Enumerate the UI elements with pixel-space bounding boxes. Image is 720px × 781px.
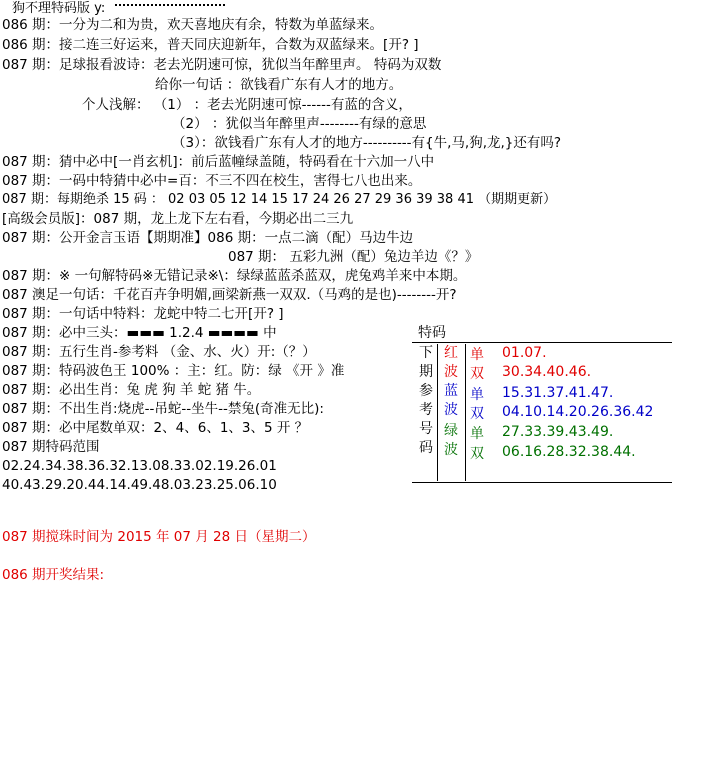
line-explain-3: （3）：欲钱看广东有人才的地方----------有{牛,马,狗,龙,}还有吗?: [172, 135, 562, 151]
red-even-side: 双: [470, 366, 484, 382]
line-086-b: 086 期：接二连三好运来，普天同庆迎新年，合数为双蓝绿来。[开? ]: [2, 37, 419, 53]
line-guess: 087 期：猜中必中[一肖玄机]：前后蓝幢绿盖随，特码看在十六加一八中: [2, 154, 435, 170]
line-golden: 087 期：公开金言玉语【期期准】086 期：一点二滴（配）马边牛边: [2, 230, 414, 246]
green-odd-side: 单: [470, 426, 484, 442]
green-odd-numbers: 27.33.39.43.49.: [502, 424, 614, 440]
line-one-code: 087 期：一码中特猜中必中=百：不三不四在校生，害得七八也出来。: [2, 173, 422, 189]
group-red-label: 红 波: [444, 345, 458, 380]
title-divider: [115, 4, 225, 6]
line-vip: [高级会员版]：087 期，龙上龙下左右看，今期必出二三九: [2, 211, 354, 227]
line-kill-15: 087 期：每期绝杀 15 码 ： 02 03 05 12 14 15 17 24 26 27 29 36 39 38 41 （期期更新）: [2, 192, 557, 207]
line-explain-1: 个人浅解： （1） ：老去光阴速可惊------有蓝的含义，: [82, 97, 412, 113]
line-range-2: 40.43.29.20.44.14.49.48.03.23.25.06.10: [2, 477, 277, 493]
line-range-1: 02.24.34.38.36.32.13.08.33.02.19.26.01: [2, 458, 277, 474]
red-even-numbers: 30.34.40.46.: [502, 364, 592, 380]
line-three-heads: 087 期：必中三头：▬▬▬ 1.2.4 ▬▬▬▬ 中: [2, 325, 277, 341]
draw-time: 087 期搅珠时间为 2015 年 07 月 28 日（星期二）: [2, 529, 316, 545]
line-087-football: 087 期：足球报看波诗：老去光阴速可惊，犹似当年醉里声。 特码为双数: [2, 57, 442, 73]
line-wave-color: 087 期：特码波色王 100% ：主：红。防：绿 《开 》准: [2, 363, 345, 379]
vertical-label: 下 期 参 考 号 码: [419, 345, 433, 456]
group-blue-label: 蓝 波: [444, 383, 458, 418]
table-bottom-line: [412, 482, 672, 483]
line-five-colors: 087 期： 五彩九洲（配）兔边羊边《？》: [228, 249, 479, 265]
blue-even-numbers: 04.10.14.20.26.36.42: [502, 404, 654, 420]
line-must-zodiac: 087 期：必出生肖：兔 虎 狗 羊 蛇 猪 牛。: [2, 382, 261, 398]
line-no-zodiac: 087 期：不出生肖:烧虎--吊蛇--坐牛--禁兔(奇准无比):: [2, 401, 324, 417]
line-explain-2: （2） ：犹似当年醉里声--------有绿的意思: [172, 116, 427, 132]
line-one-sentence: 给你一句话 ：欲钱看广东有人才的地方。: [155, 77, 403, 93]
line-086-a: 086 期：一分为二和为贵，欢天喜地庆有余，特数为单蓝绿来。: [2, 17, 384, 33]
blue-odd-numbers: 15.31.37.41.47.: [502, 385, 614, 401]
line-aozu: 087 澳足一句话：千花百卉争明媚,画梁新燕一双双.（马鸡的是也)--------开?: [2, 287, 457, 303]
red-odd-side: 单: [470, 347, 484, 363]
table-top-line: [412, 342, 672, 343]
table-col-divider-2: [465, 344, 466, 481]
group-green-label: 绿 波: [444, 423, 458, 458]
line-one-word: 087 期：一句话中特料：龙蛇中特二七开[开? ]: [2, 306, 284, 322]
page-title: 狗不理特码版 y:: [12, 1, 106, 16]
green-even-numbers: 06.16.28.32.38.44.: [502, 444, 636, 460]
result-label: 086 期开奖结果:: [2, 567, 105, 583]
green-even-side: 双: [470, 446, 484, 462]
blue-even-side: 双: [470, 406, 484, 422]
line-five-elements: 087 期：五行生肖-参考料 （金、水、火）开:（？）: [2, 344, 316, 360]
line-range-title: 087 期特码范围: [2, 439, 100, 455]
table-header: 特码: [418, 325, 446, 341]
line-no-error: 087 期：※ 一句解特码※无错记录※\：绿绿蓝蓝杀蓝双，虎兔鸡羊来中本期。: [2, 268, 467, 284]
table-col-divider-1: [437, 344, 438, 481]
red-odd-numbers: 01.07.: [502, 345, 547, 361]
line-tail-numbers: 087 期：必中尾数单双：2、4、6、1、3、5 开 ？: [2, 420, 309, 436]
blue-odd-side: 单: [470, 387, 484, 403]
